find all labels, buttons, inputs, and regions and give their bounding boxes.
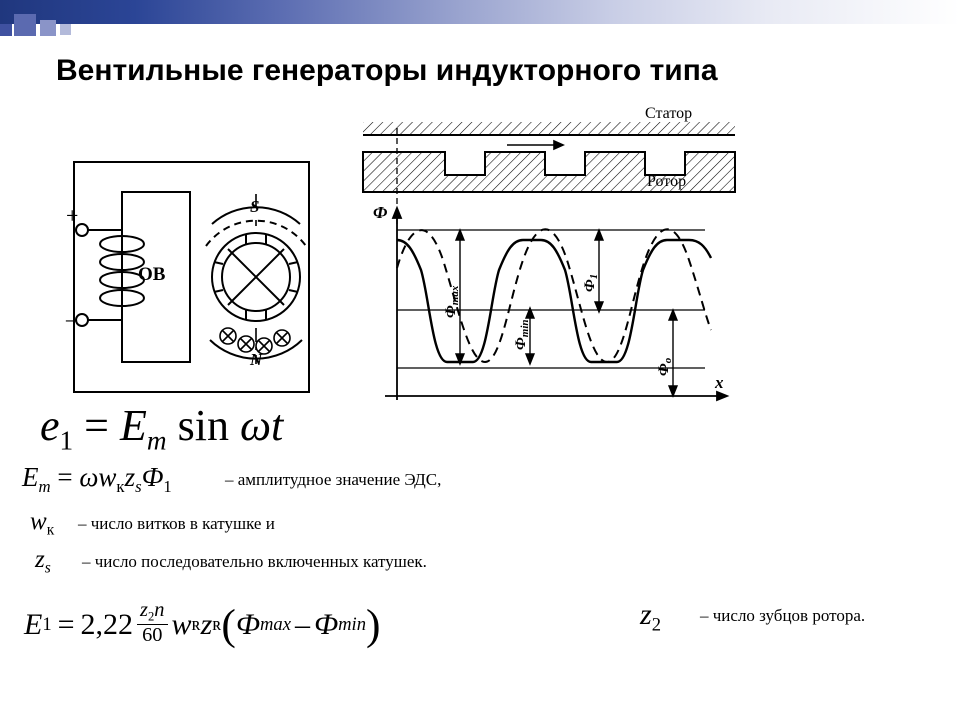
label-flux-0: $Ф_o$ [656,357,674,376]
eq3-w-sub: к [46,521,55,539]
eq2-w-sub: к [116,476,125,496]
eq5-w-sub: ʀ [191,614,201,635]
eq2-z-sub: s [135,476,142,496]
formula-emf-amplitude [22,462,172,497]
eq5-frac-z-sub: 2 [147,609,155,624]
label-flux-1: $Ф_1$ [582,273,600,292]
eq5-minus: – [294,608,310,641]
decor-square-4 [0,24,12,36]
formula-turns-description: – число витков в катушке и [78,514,275,533]
eq1-sin: sin [177,401,229,450]
eq5-frac-z: z [140,598,148,621]
eq5-frac-num [137,600,167,625]
eq2-omega: ω [79,462,99,492]
eq2-z: z [124,462,136,492]
eq1-e: e [40,401,60,450]
eq1-E-sub: m [146,425,167,456]
eq5-z-sub: ʀ [212,614,222,635]
eq5-phimax-sub: max [260,614,291,635]
eq2-E: E [22,462,39,492]
eq5-E-sub: 1 [42,614,52,635]
page-title: Вентильные генераторы индукторного типа [56,54,718,87]
eq5-phimax: Ф [235,608,260,641]
eq1-omega: ω [239,401,272,450]
decor-square-2 [40,20,56,36]
formula-emf-amplitude-description: – амплитудное значение ЭДС, [225,470,442,489]
label-field-winding: ОВ [138,264,166,285]
eq2-phi: Ф [141,462,164,492]
eq5-frac-n: n [154,598,165,621]
formula-turns-symbol [30,508,54,539]
formula-emf-instant [40,400,283,457]
eq2-equals: = [57,462,73,492]
gradient-strip [0,0,960,24]
eq3-w: w [30,508,47,535]
eq5-frac-den: 60 [142,623,163,646]
formula-rotor-teeth-description: – число зубцов ротора. [700,606,866,625]
eq4-z-sub: s [44,559,51,577]
eq1-t: t [271,401,284,450]
formula-emf-rms [24,600,381,650]
eq5-paren-close: ) [366,601,381,649]
eq5-E: E [24,608,43,641]
label-flux-min: $Ф_{min}$ [513,319,531,350]
decor-square-3 [60,24,71,35]
label-stator: Статор [645,105,693,122]
label-plus: + [66,203,79,228]
eq2-phi-sub: 1 [163,476,172,496]
label-pole-south: S [250,197,260,216]
eq5-w: w [171,608,192,641]
formula-rotor-teeth-symbol [640,598,661,637]
eq5-phimin-sub: min [338,614,367,635]
label-pole-north: N [250,350,263,369]
eq2-w: w [98,462,117,492]
eq6-z: z [640,598,652,631]
eq5-fraction [137,600,167,646]
eq5-coef: 2,22 [80,608,134,641]
header-decoration [0,0,960,42]
label-x-axis: x [715,373,724,392]
eq1-e-sub: 1 [59,425,74,456]
eq5-paren-open: ( [221,601,236,649]
eq2-E-sub: m [38,476,51,496]
formula-coils-symbol [35,546,51,577]
stator-rotor-flux-diagram [355,100,750,420]
eq1-E: E [120,401,147,450]
formula-coils-description: – число последовательно включенных катушек. [82,552,427,571]
label-minus: – [66,306,77,331]
label-rotor: Ротор [647,173,687,190]
eq4-z: z [35,546,45,573]
eq5-phimin: Ф [313,608,339,641]
eq1-equals: = [84,401,109,450]
eq6-z-sub: 2 [651,614,661,636]
eq5-z: z [200,608,213,641]
decor-square-1 [14,14,36,36]
inductor-generator-cross-section [60,150,350,415]
eq5-equals: = [57,608,75,641]
label-flux-axis: Ф [373,203,388,222]
label-flux-max: $Ф_{max}$ [443,285,461,318]
